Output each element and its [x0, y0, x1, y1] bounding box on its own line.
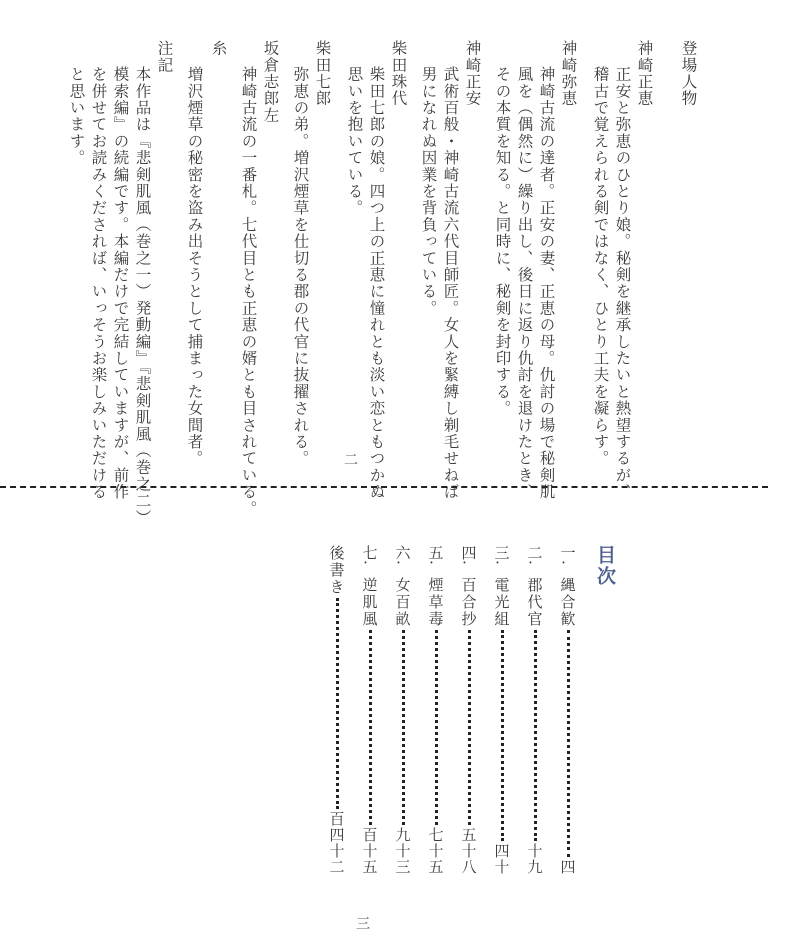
toc-entry[interactable]	[393, 545, 413, 875]
dot-leader	[435, 630, 438, 825]
character-name: 柴田珠代	[389, 40, 408, 107]
characters-heading: 登場人物	[679, 40, 698, 107]
dot-leader	[567, 630, 570, 857]
page-divider	[0, 486, 768, 488]
dot-leader	[501, 630, 504, 841]
character-desc: 弥恵の弟。増沢煙草を仕切る郡の代官に抜擢される。	[291, 66, 310, 467]
toc-entry[interactable]	[327, 545, 347, 875]
toc-entry-title: 電光組	[492, 576, 511, 628]
toc-entry-title: 縄合歓	[558, 576, 577, 628]
toc-entry-title: 郡代官	[525, 576, 544, 628]
character-name: 糸	[209, 40, 228, 57]
character-desc: 神崎古流の達者。正安の妻、正恵の母。仇討の場で秘剣肌	[537, 66, 556, 501]
toc-entry-number: 五.	[426, 545, 445, 565]
toc-entry-page: 五十八	[459, 827, 478, 875]
note-text: 本作品は『悲剣肌風（巻之一）発動編』『悲剣肌風（巻之二）	[133, 66, 152, 526]
character-name: 神崎正安	[463, 40, 482, 107]
toc-entry[interactable]	[558, 545, 578, 875]
toc-entry-page: 百四十二	[327, 811, 346, 875]
note-text: 模索編』の続編です。本編だけで完結していますが、前作	[111, 66, 130, 501]
character-desc: 神崎古流の一番札。七代目とも正恵の婿とも目されている。	[239, 66, 258, 517]
character-desc: 正安と弥恵のひとり娘。秘剣を継承したいと熱望するが、	[613, 66, 632, 501]
toc-entry-page: 九十三	[393, 827, 412, 875]
dot-leader	[534, 630, 537, 841]
character-desc: 稽古で覚えられる剣ではなく、ひとり工夫を凝らす。	[591, 66, 610, 467]
toc-title: 目次	[594, 545, 616, 587]
dot-leader	[369, 630, 372, 825]
page-number: 二	[342, 452, 358, 466]
dot-leader	[336, 598, 339, 809]
toc-entry-title: 後書き	[327, 545, 346, 596]
dot-leader	[468, 630, 471, 825]
character-desc: その本質を知る。と同時に、秘剣を封印する。	[493, 66, 512, 417]
toc-entry-page: 七十五	[426, 827, 445, 875]
toc-entry-title: 煙草毒	[426, 576, 445, 628]
toc-entry-number: 三.	[492, 545, 511, 565]
toc-entry-page: 十九	[525, 843, 544, 875]
character-desc: 男になれぬ因業を背負っている。	[419, 66, 438, 317]
toc-entry-number: 一.	[558, 545, 577, 565]
toc-entry[interactable]	[360, 545, 380, 875]
character-desc: 風を（偶然に）繰り出し、後日に返り仇討を退けたとき、	[515, 66, 534, 501]
toc-entry-page: 百十五	[360, 827, 379, 875]
character-desc: 思いを抱いている。	[345, 66, 364, 217]
toc-entry-page: 四十	[492, 843, 511, 875]
toc-entry[interactable]	[426, 545, 446, 875]
character-name: 神崎弥恵	[559, 40, 578, 107]
note-text: を併せてお読みくだされば、いっそうお楽しみいただける	[89, 66, 108, 501]
character-desc: 武術百般・神崎古流六代目師匠。女人を緊縛し剃毛せねば	[441, 66, 460, 501]
dot-leader	[402, 630, 405, 825]
character-name: 坂倉志郎左	[261, 40, 280, 124]
character-desc: 増沢煙草の秘密を盗み出そうとして捕まった女間者。	[185, 66, 204, 467]
toc-entry-title: 逆肌風	[360, 576, 379, 628]
toc-entry-title: 女百畝	[393, 576, 412, 628]
toc-entry[interactable]	[525, 545, 545, 875]
note-heading: 注記	[155, 40, 174, 74]
character-desc: 柴田七郎の娘。四つ上の正恵に憧れとも淡い恋ともつかぬ	[367, 66, 386, 501]
toc-entry-number: 四.	[459, 545, 478, 565]
toc-entry[interactable]	[459, 545, 479, 875]
toc-entry-page: 四	[558, 859, 577, 875]
note-text: と思います。	[67, 66, 86, 167]
toc-entry-number: 七.	[360, 545, 379, 565]
toc-entry-number: 六.	[393, 545, 412, 565]
toc-entry[interactable]	[492, 545, 512, 875]
character-name: 神崎正恵	[635, 40, 654, 107]
character-name: 柴田七郎	[313, 40, 332, 107]
toc-entry-number: 二.	[525, 545, 544, 565]
toc-entry-title: 百合抄	[459, 576, 478, 628]
page-number: 三	[354, 916, 370, 930]
